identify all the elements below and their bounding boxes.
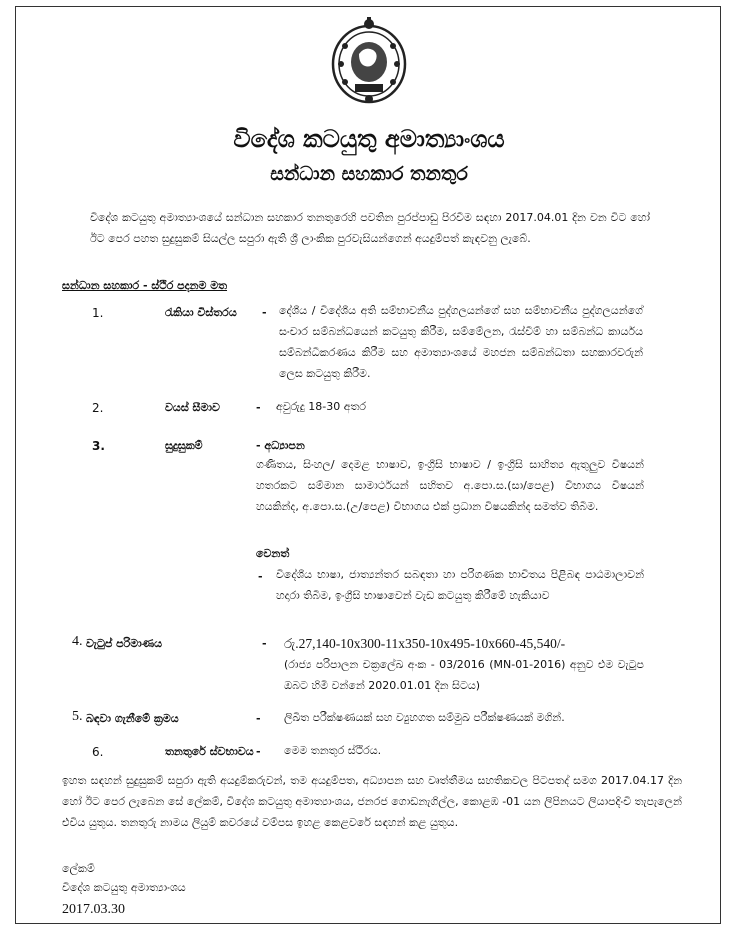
signature-date: 2017.03.30 xyxy=(62,902,125,917)
item-4-dash: - xyxy=(262,637,267,650)
item-1-number: 1. xyxy=(92,306,104,320)
item-2-number: 2. xyxy=(92,401,104,415)
item-3-other-dash: - xyxy=(258,570,263,583)
item-3-other-text: විදේශීය භාෂා, ජාත්‍යන්තර සබඳතා හා පරිගණක භාවිතය පිළිබඳ පාඨමාලාවන් හදාරා තිබීම, ඉංග්‍රීසි භාෂාවෙන් වැඩ කටයුතු කිරීමේ හැකියාව xyxy=(276,568,644,602)
item-4-note: (රාජ්‍ය පරිපාලන චක්‍රලේඛ අංක - 03/2016 (MN-01-2016) අනුව එම වැටුප ඔබට හිමි වන්නේ 2020.01.01 දින සිටය) xyxy=(284,658,644,692)
item-5-label: බඳවා ගැනීමේ ක්‍රමය xyxy=(86,712,179,725)
item-5-number: 5. xyxy=(72,709,83,724)
item-3-heading: - අධ්‍යාපන xyxy=(256,439,305,452)
signature-title: ලේකම් xyxy=(62,862,95,875)
item-1-text: දේශීය / විදේශීය අති සම්භාවනීය පුද්ගලයන්ගේ සහ සම්භාවනීය පුද්ගලයන්ගේ සංචාර සම්බන්ධයෙන් කටයුතු කිරීම, සම්මේලන, රැස්වීම් හා සම්බන්ධ කාර්යය සම්බන්ධීකරණය කිරීම සහ අමාත්‍යාංශයේ මහජන සම්බන්ධතා සහකාරවරුන් ලෙස කටයුතු කිරීම. xyxy=(279,304,643,380)
item-3-text: ගණිතය, සිංහල/ දෙමළ භාෂාව, ඉංග්‍රීසි භාෂාව / ඉංග්‍රීසි සාහිත්‍ය ඇතුලුව විෂයන් හතරකට සම්මාන සාමාර්ථයන් සහිතව අ.පො.ස.(සා/පෙළ) විභාගය විෂයන් හයකින්ද, අ.පො.ස.(උ/පෙළ) විභාගය එක් ප්‍රධාන විෂයකින්ද සමත්ව තිබීම. xyxy=(256,458,644,513)
signature-org: විදේශ කටයුතු අමාත්‍යාංශය xyxy=(62,881,186,894)
item-6-label: තනතුරේ ස්වභාවය xyxy=(165,745,254,758)
item-2-text: අවුරුදු 18-30 අතර xyxy=(276,400,367,413)
item-6-text: මෙම තනතුර ස්ථිරය. xyxy=(284,744,382,757)
item-5-text: ලිඛිත පරීක්ෂණයක් සහ ව්‍යුහගත සම්මුඛ පරීක්ෂණයක් මගින්. xyxy=(284,711,565,724)
item-4-label: වැටුප් පරිමාණය xyxy=(86,637,163,650)
intro-paragraph: විදේශ කටයුතු අමාත්‍යාංශයේ සන්ධාන සහකාර තනතුරෙහි පවතින පුරප්පාඩු පිරවීම සඳහා 2017.04.01 දින වන විට හෝ ඊට පෙර පහත සුදුසුකම් සියල්ල සපුරා ඇති ශ්‍රී ලාංකික පුරවැසියන්ගෙන් අයදුම්පත් කැඳවනු ලැබේ. xyxy=(90,211,650,245)
item-2-label: වයස් සීමාව xyxy=(165,401,220,414)
page-title: විදේශ කටයුතු අමාත්‍යාංශය xyxy=(233,124,505,153)
item-6-dash: - xyxy=(256,745,261,758)
item-1-dash: - xyxy=(262,306,267,319)
item-4-text: රු.27,140-10x300-11x350-10x495-10x660-45,540/- xyxy=(284,636,566,651)
item-4-number: 4. xyxy=(72,634,83,649)
item-3-label: සුදුසුකම් xyxy=(165,439,203,452)
section-heading: සන්ධාන සහකාර - ස්ථිර පදනම මත xyxy=(62,279,228,292)
page-subtitle: සන්ධාන සහකාර තනතුර xyxy=(270,163,468,185)
sri-lanka-emblem-icon xyxy=(329,14,409,106)
item-5-dash: - xyxy=(256,712,261,725)
item-6-number: 6. xyxy=(92,745,104,759)
closing-paragraph: ඉහත සඳහන් සුදුසුකම් සපුරා ඇති අයදුම්කරුවන්, තම අයදුම්පත, අධ්‍යාපන සහ වෘත්තීමය සහතිකවල පිටපතද් සමග 2017.04.17 දින හෝ ඊට පෙර ලැබෙන සේ ලේකම්, විදේශ කටයුතු අමාත්‍යාංශය, ජනරජ ගොඩනැගිල්ල, කොළඹ -01 යන ලිපිනයට ලියාපදිංචි තැපැලෙන් එවිය යුතුය. තනතුරු නාමය ලියුම් කවරයේ වම්පස ඉහළ කෙළවරේ සඳහන් කළ යුතුය. xyxy=(62,774,682,829)
item-2-dash: - xyxy=(256,401,261,414)
item-1-label: රැකියා විස්තරය xyxy=(165,306,237,319)
item-3-number: 3. xyxy=(92,439,105,453)
item-3-other-heading: වෙනත් xyxy=(256,547,290,560)
